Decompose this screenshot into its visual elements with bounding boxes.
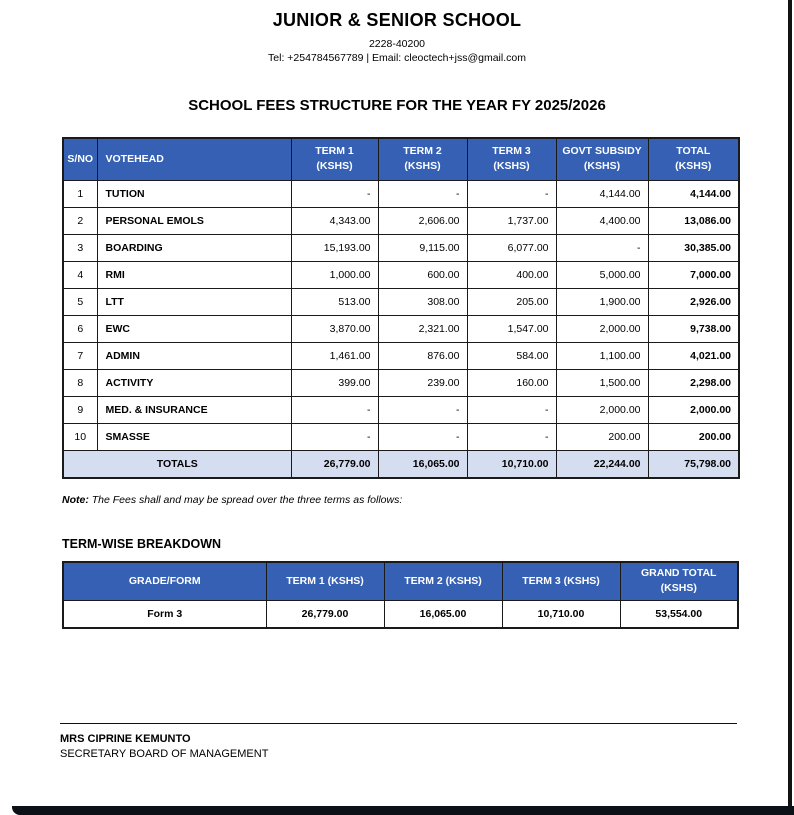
cell-term2: 2,606.00 — [378, 207, 467, 234]
page-bottom-border — [12, 806, 794, 815]
cell-votehead: EWC — [97, 315, 291, 342]
termwise-body — [63, 600, 738, 628]
cell-subsidy: 200.00 — [556, 423, 648, 450]
cell-total: 13,086.00 — [648, 207, 739, 234]
cell-term3: - — [467, 396, 556, 423]
table-row — [63, 423, 739, 450]
note-body: The Fees shall and may be spread over the three terms as follows: — [88, 494, 403, 506]
cell-term3: 205.00 — [467, 288, 556, 315]
cell-total: 2,926.00 — [648, 288, 739, 315]
table-row — [63, 342, 739, 369]
cell-subsidy: 2,000.00 — [556, 315, 648, 342]
header-grand-total — [620, 562, 738, 600]
totals-term1: 26,779.00 — [291, 450, 378, 478]
cell-subsidy: 4,144.00 — [556, 180, 648, 207]
header-total — [648, 138, 739, 180]
cell-term1: 15,193.00 — [291, 234, 378, 261]
cell-term3: 1,547.00 — [467, 315, 556, 342]
totals-label: TOTALS — [63, 450, 291, 478]
cell-subsidy: 4,400.00 — [556, 207, 648, 234]
cell-term3: 584.00 — [467, 342, 556, 369]
cell-term3: 160.00 — [467, 369, 556, 396]
cell-votehead: TUTION — [97, 180, 291, 207]
header-term3-kshs: TERM 3 (KSHS) — [502, 562, 620, 600]
school-name: JUNIOR & SENIOR SCHOOL — [272, 10, 522, 30]
termwise-header — [63, 562, 738, 600]
table-row — [63, 261, 739, 288]
cell-votehead: PERSONAL EMOLS — [97, 207, 291, 234]
cell-term1: 26,779.00 — [266, 600, 384, 628]
cell-total: 2,298.00 — [648, 369, 739, 396]
cell-term1: - — [291, 396, 378, 423]
note-text — [62, 494, 794, 506]
cell-term2: 876.00 — [378, 342, 467, 369]
cell-term3: 1,737.00 — [467, 207, 556, 234]
table-row — [63, 288, 739, 315]
cell-sno: 4 — [63, 261, 97, 288]
header-total-line1: TOTAL — [676, 145, 711, 158]
cell-grand-total: 53,554.00 — [620, 600, 738, 628]
cell-votehead: ACTIVITY — [97, 369, 291, 396]
totals-term2: 16,065.00 — [378, 450, 467, 478]
cell-subsidy: - — [556, 234, 648, 261]
totals-subsidy: 22,244.00 — [556, 450, 648, 478]
cell-total: 7,000.00 — [648, 261, 739, 288]
cell-subsidy: 1,100.00 — [556, 342, 648, 369]
signature-rule — [60, 723, 737, 724]
cell-term2: 600.00 — [378, 261, 467, 288]
cell-total: 9,738.00 — [648, 315, 739, 342]
cell-sno: 10 — [63, 423, 97, 450]
cell-subsidy: 1,900.00 — [556, 288, 648, 315]
cell-votehead: SMASSE — [97, 423, 291, 450]
cell-term2: - — [378, 180, 467, 207]
cell-term3: 6,077.00 — [467, 234, 556, 261]
header-subsidy-line1: GOVT SUBSIDY — [562, 145, 642, 158]
page-right-border — [788, 0, 792, 815]
header-term2-line2: (KSHS) — [404, 160, 441, 173]
postal-code: 2228-40200 — [368, 38, 426, 50]
cell-term2: 239.00 — [378, 369, 467, 396]
table-row — [63, 396, 739, 423]
cell-sno: 1 — [63, 180, 97, 207]
header-grade-form: GRADE/FORM — [63, 562, 266, 600]
header-sno: S/NO — [63, 138, 97, 180]
header-grand-line1: GRAND TOTAL — [641, 567, 717, 580]
cell-term3: 400.00 — [467, 261, 556, 288]
cell-term2: 9,115.00 — [378, 234, 467, 261]
cell-term1: 4,343.00 — [291, 207, 378, 234]
cell-term2: - — [378, 423, 467, 450]
termwise-header-row — [63, 562, 738, 600]
totals-row — [63, 450, 739, 478]
fees-table-header — [63, 138, 739, 180]
cell-term3: 10,710.00 — [502, 600, 620, 628]
signatory-title: SECRETARY BOARD OF MANAGEMENT — [60, 748, 269, 760]
cell-term2: 308.00 — [378, 288, 467, 315]
header-term2-line1: TERM 2 — [403, 145, 442, 158]
header-term2 — [378, 138, 467, 180]
cell-sno: 6 — [63, 315, 97, 342]
cell-total: 30,385.00 — [648, 234, 739, 261]
fees-header-row — [63, 138, 739, 180]
cell-grade: Form 3 — [63, 600, 266, 628]
header-term1-line1: TERM 1 — [315, 145, 354, 158]
table-row — [63, 207, 739, 234]
totals-term3: 10,710.00 — [467, 450, 556, 478]
note-label: Note: — [62, 494, 89, 506]
cell-votehead: RMI — [97, 261, 291, 288]
cell-votehead: ADMIN — [97, 342, 291, 369]
cell-total: 4,144.00 — [648, 180, 739, 207]
cell-sno: 3 — [63, 234, 97, 261]
header-govt-subsidy — [556, 138, 648, 180]
table-row — [63, 180, 739, 207]
cell-subsidy: 1,500.00 — [556, 369, 648, 396]
cell-votehead: MED. & INSURANCE — [97, 396, 291, 423]
cell-total: 4,021.00 — [648, 342, 739, 369]
cell-sno: 2 — [63, 207, 97, 234]
header-grand-line2: (KSHS) — [660, 582, 697, 595]
cell-total: 200.00 — [648, 423, 739, 450]
cell-sno: 9 — [63, 396, 97, 423]
cell-subsidy: 2,000.00 — [556, 396, 648, 423]
header-term1 — [291, 138, 378, 180]
header-votehead: VOTEHEAD — [97, 138, 291, 180]
cell-term2: 2,321.00 — [378, 315, 467, 342]
termwise-table — [62, 561, 739, 629]
cell-subsidy: 5,000.00 — [556, 261, 648, 288]
cell-term2: 16,065.00 — [384, 600, 502, 628]
header-term3-line1: TERM 3 — [492, 145, 531, 158]
header-term3 — [467, 138, 556, 180]
cell-sno: 8 — [63, 369, 97, 396]
table-row — [63, 369, 739, 396]
cell-term3: - — [467, 180, 556, 207]
cell-term1: 399.00 — [291, 369, 378, 396]
contact-line: Tel: +254784567789 | Email: cleoctech+jss@gmail.com — [268, 52, 526, 64]
cell-votehead: BOARDING — [97, 234, 291, 261]
header-term1-line2: (KSHS) — [316, 160, 353, 173]
cell-term1: 513.00 — [291, 288, 378, 315]
cell-term2: - — [378, 396, 467, 423]
termwise-section-title: TERM-WISE BREAKDOWN — [62, 537, 222, 551]
header-total-line2: (KSHS) — [675, 160, 712, 173]
header-term1-kshs: TERM 1 (KSHS) — [266, 562, 384, 600]
totals-grand: 75,798.00 — [648, 450, 739, 478]
fees-structure-table — [62, 137, 740, 479]
cell-term1: - — [291, 180, 378, 207]
header-term2-kshs: TERM 2 (KSHS) — [384, 562, 502, 600]
cell-term1: - — [291, 423, 378, 450]
cell-term3: - — [467, 423, 556, 450]
cell-term1: 1,000.00 — [291, 261, 378, 288]
table-row — [63, 234, 739, 261]
table-row — [63, 315, 739, 342]
cell-sno: 7 — [63, 342, 97, 369]
header-term3-line2: (KSHS) — [493, 160, 530, 173]
cell-term1: 1,461.00 — [291, 342, 378, 369]
signatory-name: MRS CIPRINE KEMUNTO — [60, 733, 191, 745]
cell-sno: 5 — [63, 288, 97, 315]
header-subsidy-line2: (KSHS) — [583, 160, 621, 173]
document-title: SCHOOL FEES STRUCTURE FOR THE YEAR FY 2025/2026 — [188, 97, 606, 114]
cell-votehead: LTT — [97, 288, 291, 315]
cell-term1: 3,870.00 — [291, 315, 378, 342]
table-row — [63, 600, 738, 628]
fees-table-body — [63, 180, 739, 478]
cell-total: 2,000.00 — [648, 396, 739, 423]
